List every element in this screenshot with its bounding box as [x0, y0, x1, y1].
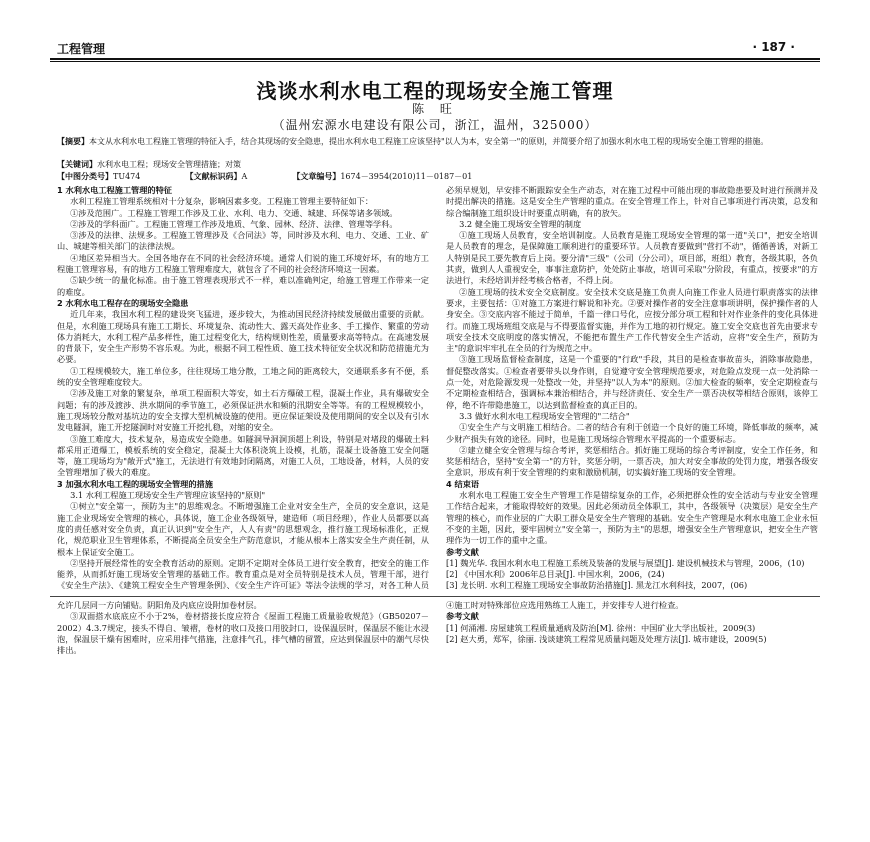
keywords	[57, 159, 817, 170]
keywords-text: 水利水电工程；现场安全管理措施；对策	[97, 160, 241, 169]
paragraph: ③施工难度大，技术复杂，易造成安全隐患。如隧洞导洞洞顶超上利设，特别是对堵段的爆破土料都采用正道爆工，模板系统的安全稳定，混凝土大体积浇筑上设模，扎筋，混凝土设备施工安全问题等，施工现场均为"敞开式"施工，无法进行有效地封闭隔离，对施工人员，工地设备，材料，人员的安全管理增加了极大的难度。	[57, 433, 429, 478]
clc-label: 【中图分类号】	[57, 171, 113, 181]
abstract-label: 【摘要】	[57, 136, 89, 146]
left-column	[57, 185, 429, 593]
paragraph: ②涉及施工对象的繁复杂，单项工程面积大等安，如土石方爆破工程，混凝土作业，具有爆破安全问题；有的涉及渡涉、洪水期间的季节施工，必须保证洪水和频的汛期安全等等。有的工程规模较小，施工现场较分散对基坑边的安全支撑大型机械设施的使用。更应保证架设及使用期间的安全以及有引水发电隧洞，施工开挖隧洞时对安施工开挖扎稳，对缩的安全。	[57, 388, 429, 433]
paragraph: 3.3 做好水利水电工程现场安全管理的"二结合"	[459, 410, 630, 421]
article-author: 陈 旺	[412, 102, 458, 116]
paragraph: ①工程规模较大，施工单位多，往往现场工地分散，工地之间的距离较大，交通联系多有不便，系统的安全管理难度较大。	[57, 365, 429, 388]
paragraph: 3.1 水利工程施工现场安全生产管理应该坚持的"原则"	[70, 490, 266, 501]
reference-item: [1] 何涌湘. 房屋建筑工程质量通病及防治[M]. 徐州：中国矿业大学出版社，2009(3)	[446, 622, 756, 633]
paragraph: ①树立"安全第一，预防为主"的思维观念。不断增强施工企业对安全生产，全员的安全意识，这是施工企业现场安全管理的核心，具体说，施工企业各级领导，建造师（项目经理），作业人员都要以高度的责任感对安全负责，真正认识到"安全生产，人人有责"的思想观念，推行施工现场标准化，正规化，规范职业卫生管理体系，不断提高全员安全生产防范意识，才能从根本上落实安全生产责任制，从根本上保证安全施工。	[57, 501, 429, 557]
reference-item	[446, 592, 818, 593]
paragraph: ④施工时对特殊部位应选用熟练工人施工，并安排专人进行检查。	[446, 600, 684, 610]
section-divider	[50, 596, 820, 597]
paragraph: ①施工现场人员教育，安全培训制度。人员教育是施工现场安全管理的第一道"关口"，把安全培训是人员教育的理念，是保障施工顺利进行的重要环节。人员教育要做到"营打不动"，循循善诱，对新工人特别是民工要先教育后上岗。要分清"三级"（公司（分公司），项目部，班组）教育，各级其职，各负其责，做到人人重视安全，事事注意防护，处处防止事故，培训可采取"分阶段，有重点，按要求"的方法进行，未经培训并经考核合格者，不得上岗。	[446, 230, 818, 286]
paragraph: ①涉及范围广。工程施工管理工作涉及工业、水利、电力、交通、城建、环保等诸多领域。	[70, 207, 398, 218]
reference-item: [1] 魏光华. 我国水利水电工程施工系统及装备的发展与展望[J]. 建设机械技术与管理，2006，(10)	[446, 557, 805, 568]
right-column	[446, 185, 818, 593]
paragraph: ②建立健全安全管理与综合考评，奖惩相结合。抓好施工现场的综合考评制度，安全工作任务，和奖惩相结合，坚持"安全第一"的方针，奖惩分明，一票否决，加大对安全事故的处罚力度，增强各级安全意识，形成有利于安全管理的约束和激励机制，切实搞好施工现场的安全管理。	[446, 444, 818, 478]
paragraph: ③涉及的法律、法规多。工程施工管理涉及《合同法》等，同时涉及水利、电力、交通、工业、矿山、城建等相关部门的法律法规。	[57, 230, 429, 252]
doc-code-value: A	[241, 172, 248, 181]
paragraph: 近几年来，我国水利工程的建设突飞猛进，逐步较大，为推动国民经济持续发展做出重要的贡献。但是，水利施工现场具有施工工期长、环境复杂、流动性大、露天高处作业多、手工操作、繁重的劳动体力消耗大，水利工程产品多样性，施工过程变化大，结构规则性差，质量要求高等特点。在高速发展的背景下，安全生产形势不容乐观。为此，根据不同工程性质、施工技术特征安全状况和防范措施尤为必要。	[57, 309, 429, 365]
abstract	[57, 136, 817, 147]
paragraph: ④地区差异相当大。全国各地存在不同的社会经济环境。通常人们说的施工环境好坏，有的地方工程施工管理容易，有的地方工程施工管理难度大，就包含了不同的社会经济环境这一因素。	[57, 252, 429, 275]
doc-code-label: 【文献标识码】	[185, 171, 242, 181]
bottom-left-column	[57, 600, 429, 670]
header-rule	[50, 58, 820, 60]
header-rule-thin	[50, 61, 820, 62]
paragraph: 水利工程施工管理系统相对十分复杂，影响因素多变。工程施工管理主要特征如下：	[70, 196, 374, 207]
paragraph: ⑤缺少统一的量化标准。由于施工管理表现形式不一样，难以准确判定，给施工管理工作带来一定的难度。	[57, 275, 429, 297]
article-affiliation: （温州宏源水电建设有限公司，浙江，温州，325000）	[272, 118, 598, 132]
paragraph: ③双面搭水底底应不小于2%，卷材搭接长度应符合《屋面工程施工质量验收规范》（GB50207－2002）4.3.7规定，接头不得自、皱褶，卷材的收口及接口用胶封口，设保温层时，保温层不能让水浸泡，保温层干燥有困难时，应采用排气措施，注意排气孔，排气槽的留置，应达到保温层中的潮气尽快排出。	[57, 611, 429, 656]
section-heading: 2 水利水电工程存在的现场安全隐患	[57, 297, 189, 308]
paragraph: ②坚持开展经常性的安全教育活动的原则。定期不定期对全体员工进行安全教育，把安全的施工作能养，从而抓好施工现场安全管理的基础工作。教育重点是对全员特别是技术人员，管理干部，进行《安全生产法》、《建筑工程安全生产管理条例》、《安全生产许可证》等法令法规的学习，对各工种人员	[57, 557, 429, 591]
section-heading: 1 水利水电工程施工管理的特征	[57, 185, 172, 195]
section-heading: 3 加强水利水电工程的现场安全管理的措施	[57, 478, 213, 489]
paragraph: ①安全生产与文明施工相结合。二者的结合有利于创造一个良好的施工环境，降低事故的频率，减少财产损失有效的途径。同时，也是施工现场综合管理水平提高的一个重要标志。	[446, 422, 818, 444]
section-heading: 参考文献	[446, 611, 479, 622]
paragraph: ②施工现场的技术安全交底制度。安全技术交底是施工负责人向施工作业人员进行职责落实的法律要求，主要包括：①对施工方案进行解说和补充。②要对操作者的安全注意事项讲明，保护操作者的人身安全。③交底内容不能过于简单，千篇一律口号化，应按分部分项工程和针对作业条件的变化具体进行。而施工现场班组交底是与不得要监督实施，并作为工地的初行规定。施工安全交底也首先由要求专项安全技术交底明度的落实情况，不能把布置生产工作代替安全生产活动，应将"安全生产，预防为主"的意识牢牢扎在全员的行为规范之中。	[446, 286, 818, 354]
reference-item: [2] 《中国水利》2006年总目录[J]. 中国水利，2006，(24)	[446, 569, 665, 580]
reference-item: [3] 龙长明. 水利工程施工现场安全事故防治措施[J]. 黑龙江水利科技，2007，(06)	[446, 580, 748, 591]
article-title: 浅谈水利水电工程的现场安全施工管理	[256, 79, 614, 103]
paragraph: 允许几层同一方向铺贴。阴阳角及内底应设附加卷材层。	[57, 600, 262, 610]
clc-value: TU474	[113, 172, 141, 181]
paragraph: 水利水电工程施工安全生产管理工作是错综复杂的工作，必须把群众性的安全活动与专业安全管理工作结合起来，才能取得较好的效果。因此必须动员全体职工，其中，各级领导（决策层）是安全生产管理的核心，而作业层的广大职工群众是安全生产管理的基础。安全生产管理是水利水电施工企业永恒不变的主题，因此，要牢固树立"安全第一，预防为主"的思想，增强安全生产管理意识，把安全生产管理作为一切工作的重中之重。	[446, 490, 818, 546]
bottom-right-column	[446, 600, 818, 670]
page-number: · 187 ·	[752, 40, 795, 54]
abstract-text: 本文从水利水电工程施工管理的特征入手，结合其现场的安全隐患，提出水利水电工程施工应该坚持"以人为本，安全第一"的原则，并简要介绍了加强水利水电工程的现场安全施工管理的措施。	[89, 137, 769, 146]
section-heading: 4 结束语	[446, 478, 480, 489]
paragraph: ②涉及的学科面广。工程施工管理工作涉及地质、气象、园林、经济、法律、管理等学科。	[70, 218, 398, 229]
article-no-value: 1674－3954(2010)11－0187－01	[340, 172, 473, 181]
paragraph: 3.2 健全施工现场安全管理的制度	[459, 218, 582, 229]
article-no-label: 【文章编号】	[292, 171, 341, 181]
paragraph: 必须早规划，早安排不断跟踪安全生产动态，对在施工过程中可能出现的事故隐患要及时进行预测并及时提出解决的措施。这是安全生产管理的重点。在安全管理工作上，针对自己事项进行再决策，总发和综合编制施工组织设计时要重点明确，有的放矢。	[446, 185, 818, 218]
keywords-label: 【关键词】	[57, 159, 97, 169]
classification-line	[57, 171, 817, 182]
running-header-section: 工程管理	[57, 42, 106, 56]
reference-item: [2] 赵大勇，郑军，徐丽. 浅谈建筑工程常见质量问题及处理方法[J]. 城市建设，2009(5)	[446, 633, 767, 644]
paragraph: ③施工现场监督检查制度，这是一个重要的"行政"手段，其目的是检查事故苗头，消除事故隐患，督促整改落实。①检查者要带头以身作则，自觉遵守安全管理规范要求，对危险点发现一点一处消除一点一处，对危险源发现一处整改一处，并坚持"以人为本"的原则。②加大检查的频率，安全定期检查与不定期检查相结合，强调标本兼治相结合，并与经济责任、安全生产一票否决权等相结合原则，该停工停，绝不许带隐患施工，以达到监督检查的真正目的。	[446, 354, 818, 410]
section-heading: 参考文献	[446, 546, 479, 557]
